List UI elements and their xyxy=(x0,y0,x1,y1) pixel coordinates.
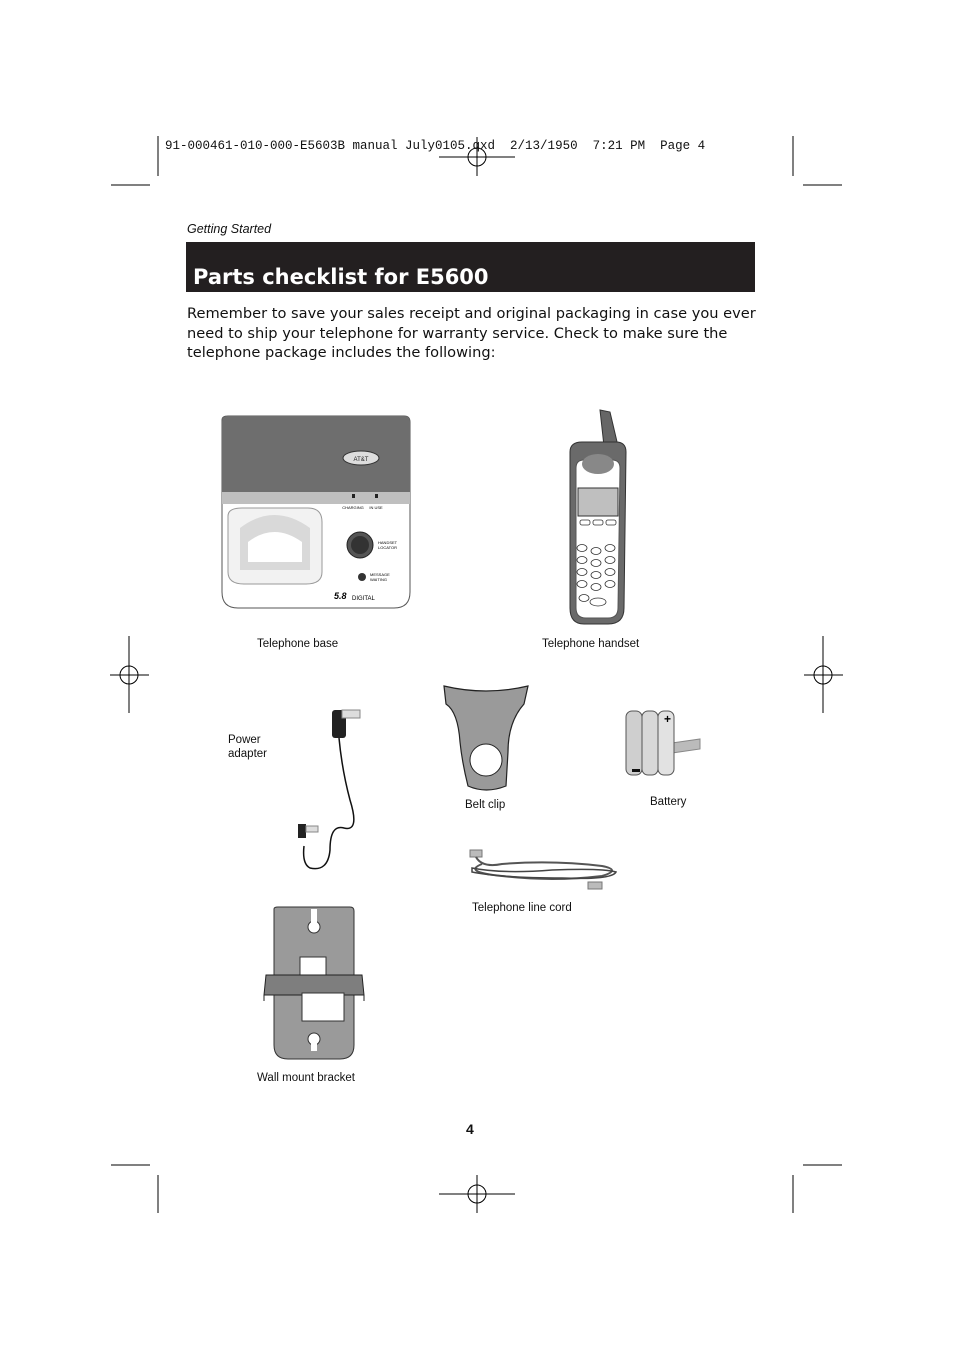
title-bar xyxy=(186,242,755,292)
telephone-base-image xyxy=(218,412,414,612)
message-label-2: WAITING xyxy=(370,577,387,582)
battery-plus-sign: + xyxy=(664,712,672,726)
page-number: 4 xyxy=(466,1121,474,1137)
digital-label: DIGITAL xyxy=(352,596,375,602)
caption-battery: Battery xyxy=(650,796,687,808)
page-title: Parts checklist for E5600 xyxy=(193,265,489,289)
print-slug: 91-000461-010-000-E5603B manual July0105.qxd 2/13/1950 7:21 PM Page 4 xyxy=(165,139,706,153)
caption-belt-clip: Belt clip xyxy=(465,799,506,811)
registration-mark-right xyxy=(804,636,843,713)
in-use-label: IN USE xyxy=(369,505,383,510)
caption-power-adapter-1: Power xyxy=(228,734,261,746)
charging-label: CHARGING xyxy=(342,505,364,510)
power-adapter-image xyxy=(290,700,370,878)
line-cord-image xyxy=(462,848,622,892)
message-label-1: MESSAGE xyxy=(370,572,390,577)
brand-logo-text: AT&T xyxy=(353,457,369,463)
intro-paragraph: Remember to save your sales receipt and original packaging in case you ever need to ship your telephone for warranty service. Check to make sure the telephone package includes the following: xyxy=(187,305,756,361)
section-label: Getting Started xyxy=(187,222,272,236)
wall-mount-bracket-image xyxy=(260,905,368,1061)
locator-label-2: LOCATOR xyxy=(378,545,397,550)
battery-image xyxy=(622,705,704,781)
telephone-handset-image xyxy=(562,408,634,630)
caption-line-cord: Telephone line cord xyxy=(472,902,572,914)
caption-power-adapter-2: adapter xyxy=(228,748,268,760)
locator-label-1: HANDSET xyxy=(378,540,398,545)
caption-telephone-handset: Telephone handset xyxy=(542,638,640,650)
belt-clip-image xyxy=(440,682,532,794)
caption-wall-mount-bracket: Wall mount bracket xyxy=(257,1072,355,1084)
caption-telephone-base: Telephone base xyxy=(257,638,339,650)
ghz-label: 5.8 xyxy=(334,591,347,601)
registration-mark-left xyxy=(110,636,149,713)
registration-mark-bottom xyxy=(439,1175,515,1213)
